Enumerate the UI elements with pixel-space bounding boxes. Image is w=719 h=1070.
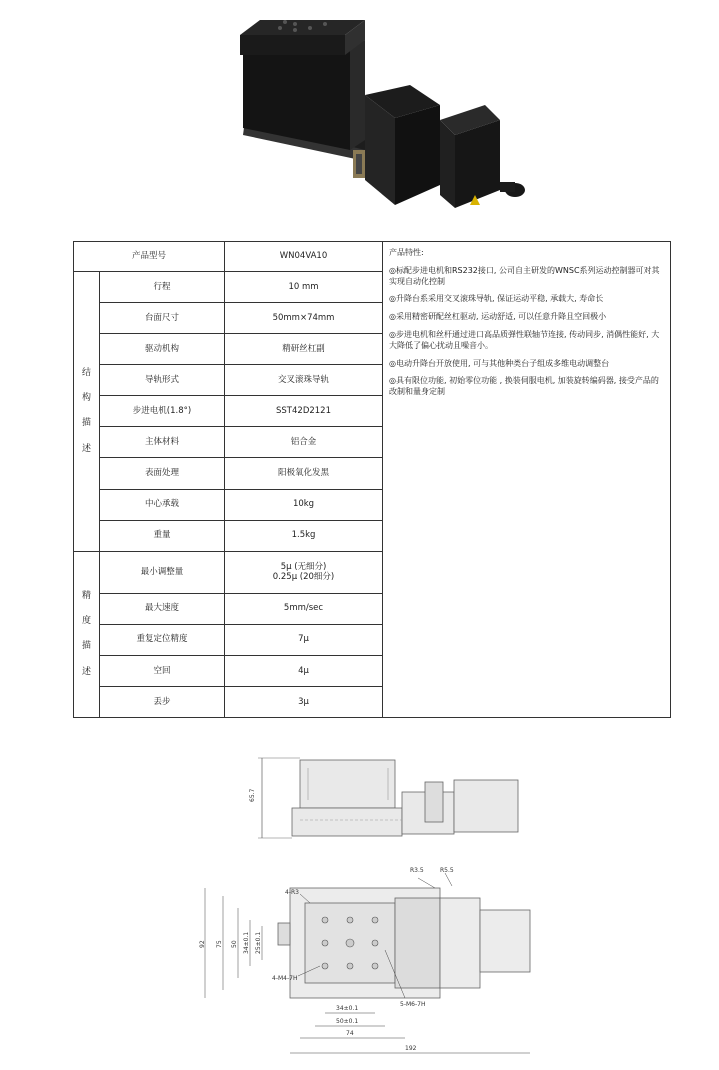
group-precision: 精 度 描 述 — [74, 551, 100, 717]
hole-label-a: 4-R3 — [285, 889, 299, 896]
spec-label: 驱动机构 — [100, 334, 225, 365]
spec-table — [73, 241, 671, 718]
spec-value: 4μ — [225, 655, 383, 686]
feature-item: ◎具有限位功能, 初始零位功能 , 换装伺服电机, 加装旋转编码器, 接受产品的改制和量身定制 — [389, 376, 659, 397]
spec-label: 主体材料 — [100, 427, 225, 458]
spec-value: 交叉滚珠导轨 — [225, 365, 383, 396]
spec-label: 空回 — [100, 655, 225, 686]
dim-w50: 50±0.1 — [336, 1018, 359, 1025]
group-structure: 结 构 描 述 — [74, 272, 100, 552]
spec-value: SST42D2121 — [225, 396, 383, 427]
spec-label: 最小调整量 — [100, 551, 225, 593]
spec-label: 导轨形式 — [100, 365, 225, 396]
spec-label: 丢步 — [100, 686, 225, 717]
feature-item: ◎电动升降台开放使用, 可与其他种类台子组成多维电动调整台 — [389, 358, 610, 368]
radius-a: R3.5 — [410, 867, 424, 874]
spec-value: 50mm×74mm — [225, 303, 383, 334]
features-title: 产品特性: — [389, 248, 424, 257]
dim-w34: 34±0.1 — [336, 1005, 359, 1012]
product-photo — [225, 10, 535, 225]
radius-b: R5.5 — [440, 867, 454, 874]
feature-item: ◎采用精密研配丝杠驱动, 运动舒适, 可以任意升降且空回极小 — [389, 312, 607, 322]
spec-value: 7μ — [225, 624, 383, 655]
side-height-label: 65.7 — [249, 788, 256, 802]
spec-value: 1.5kg — [225, 520, 383, 551]
spec-label: 台面尺寸 — [100, 303, 225, 334]
spec-value: 铝合金 — [225, 427, 383, 458]
side-view-drawing — [240, 750, 530, 850]
model-value: WN04VA10 — [225, 242, 383, 272]
model-label: 产品型号 — [74, 242, 225, 272]
spec-value: 5mm/sec — [225, 593, 383, 624]
spec-label: 行程 — [100, 272, 225, 303]
feature-item: ◎升降台系采用交叉滚珠导轨, 保证运动平稳, 承载大, 寿命长 — [389, 294, 604, 304]
spec-label: 重量 — [100, 520, 225, 551]
spec-label: 中心承载 — [100, 489, 225, 520]
spec-label: 重复定位精度 — [100, 624, 225, 655]
dim-75: 75 — [216, 940, 223, 948]
spec-value: 阳极氧化发黑 — [225, 458, 383, 489]
feature-item: ◎标配步进电机和RS232接口, 公司自主研发的WNSC系列运动控制器可对其实现自动化控制 — [389, 265, 660, 286]
table-row — [74, 242, 671, 272]
features-cell — [383, 242, 671, 718]
dim-25: 25±0.1 — [255, 931, 262, 954]
spec-label: 步进电机(1.8°) — [100, 396, 225, 427]
spec-label: 最大速度 — [100, 593, 225, 624]
spec-value: 10 mm — [225, 272, 383, 303]
dim-w192: 192 — [405, 1045, 417, 1052]
feature-item: ◎步进电机和丝杆通过进口高品质弹性联轴节连接, 传动同步, 消偶性能好, 大大降低了偏心扰动且噪音小。 — [389, 329, 660, 350]
dim-w74: 74 — [346, 1030, 354, 1037]
dim-92: 92 — [199, 940, 206, 948]
hole-label-c: 5-M6-7H — [400, 1001, 426, 1008]
spec-value: 精研丝杠副 — [225, 334, 383, 365]
dim-50: 50 — [231, 940, 238, 948]
spec-value: 10kg — [225, 489, 383, 520]
hole-label-b: 4-M4-7H — [272, 975, 298, 982]
spec-value: 5μ (无细分) 0.25μ (20细分) — [225, 551, 383, 593]
top-view-drawing — [190, 858, 540, 1063]
dim-34: 34±0.1 — [243, 931, 250, 954]
spec-label: 表面处理 — [100, 458, 225, 489]
spec-value: 3μ — [225, 686, 383, 717]
